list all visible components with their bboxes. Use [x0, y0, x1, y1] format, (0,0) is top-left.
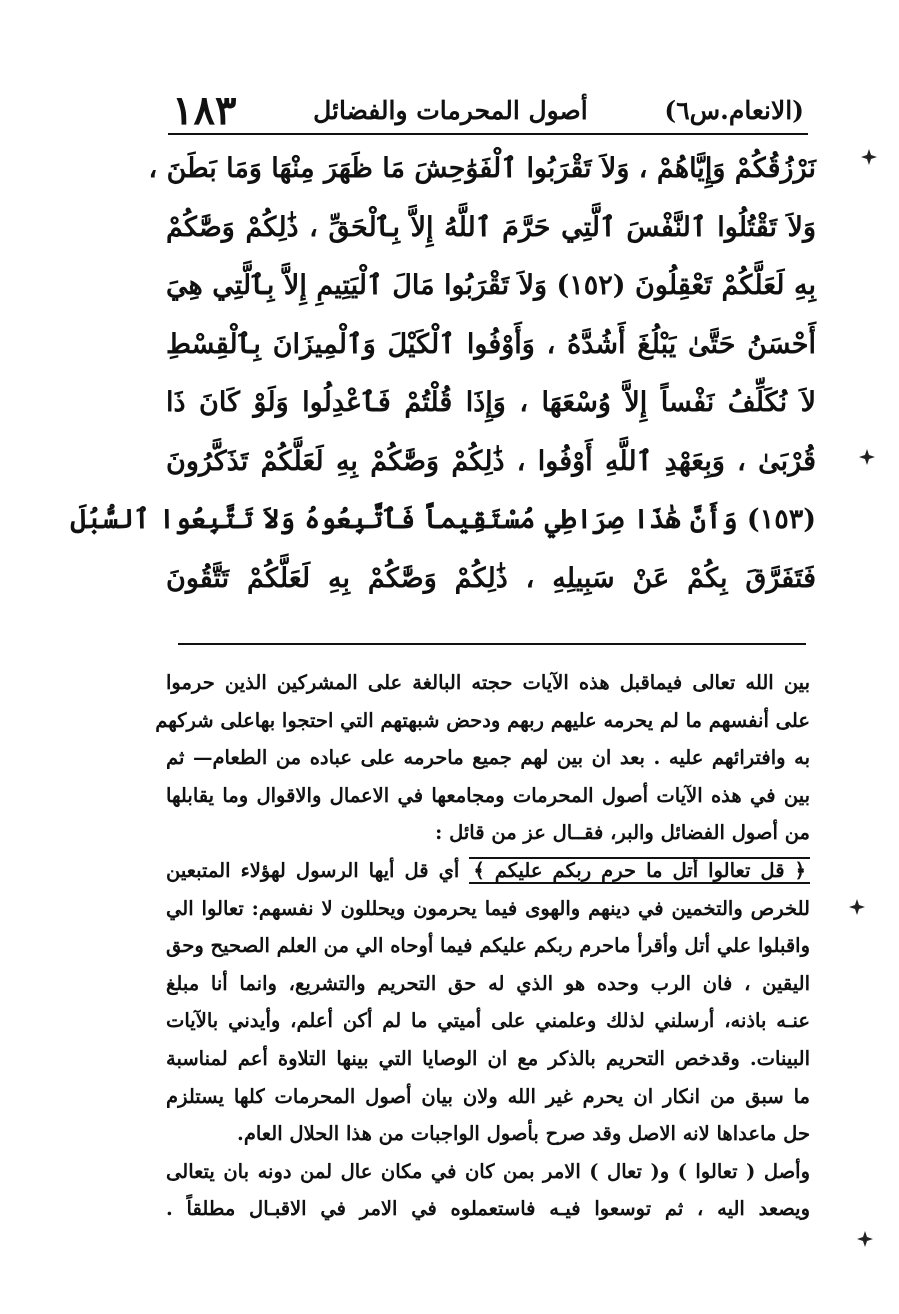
verse-line: نَرْزُقُكُمْ وَإِيَّاهُمْ ، وَلاَ تَقْرَبُوا ٱلْفَوَٰحِشَ مَا ظَهَرَ مِنْهَا وَمَا بَطَنَ ،	[148, 153, 816, 184]
margin-mark-icon	[858, 448, 876, 466]
margin-mark-icon	[848, 898, 866, 916]
verse-line: فَتَفَرَّقَ بِكُمْ عَنْ سَبِيلِهِ ، ذَٰلِكُمْ وَصَّٰكُمْ بِهِ لَعَلَّكُمْ تَتَّقُونَ	[166, 562, 816, 594]
quoted-verse-line	[166, 852, 810, 890]
section-divider	[178, 643, 806, 645]
verse-line: أَحْسَنُ حَتَّىٰ يَبْلُغَ أَشُدَّهُ ، وَأَوْفُوا ٱلْكَيْلَ وَٱلْمِيزَانَ بِٱلْقِسْطِ	[166, 328, 816, 360]
verse-line: (١٥٣) وَأَنَّ هَٰذَا صِرَاطِي مُسْتَقِيماً فَٱتَّبِعُوهُ وَلاَ تَتَّبِعُوا ٱلسُّبُلَ	[70, 504, 816, 535]
verse-line: قُرْبَىٰ ، وَبِعَهْدِ ٱللَّهِ أَوْفُوا ، ذَٰلِكُمْ وَصَّٰكُمْ بِهِ لَعَلَّكُمْ تَذَكَّرُونَ	[166, 445, 816, 477]
running-title: أصول المحرمات والفضائل	[313, 95, 588, 125]
commentary-line: على أنفسهم ما لم يحرمه عليهم ربهم ودحض شبهتهم التي احتجوا بهاعلى شركهم	[155, 708, 810, 732]
commentary-line: وأصل ( تعالوا ) و( تعال ) الامر بمن كان في مكان عال لمن دونه بان يتعالى	[166, 1159, 810, 1183]
commentary-line: حل ماعداها لانه الاصل وقد صرح بأصول الواجبات من هذا الحلال العام.	[237, 1122, 810, 1146]
header-rule	[168, 133, 808, 135]
page-header	[172, 88, 804, 132]
quoted-verse: ﴿ قل تعالوا أتل ما حرم ربكم عليكم ﴾	[469, 857, 810, 884]
margin-mark-icon	[860, 148, 878, 166]
commentary-line: ما سبق من انكار ان يحرم غير الله ولان بيان أصول المحرمات كلها يستلزم	[166, 1084, 810, 1108]
commentary-line: بين الله تعالى فيماقبل هذه الآيات حجته البالغة على المشركين الذين حرموا	[166, 671, 810, 694]
verse-line: بِهِ لَعَلَّكُمْ تَعْقِلُونَ (١٥٢) وَلاَ تَقْرَبُوا مَالَ ٱلْيَتِيمِ إِلاَّ بِٱلَّتِي هِيَ	[166, 270, 817, 301]
commentary-line: ويصعد اليه ، ثم توسعوا فيـه فاستعملوه في الامر في الاقبـال مطلقاً .	[166, 1197, 810, 1221]
page-number: ١٨٣	[172, 86, 237, 134]
quran-verses	[70, 140, 817, 608]
commentary-line: به وافترائهم عليه . بعد ان بين لهم جميع ماحرمه على عباده من الطعام— ثم	[166, 746, 810, 770]
quote-continuation: أي قل أيها الرسول لهؤلاء المتبعين	[166, 858, 460, 882]
commentary-line: للخرص والتخمين في دينهم والهوى فيما يحرمون ويحللون لا نفسهم: تعالوا الي	[166, 896, 810, 920]
verse-line: وَلاَ تَقْتُلُوا ٱلنَّفْسَ ٱلَّتِي حَرَّمَ ٱللَّهُ إِلاَّ بِٱلْحَقِّ ، ذَٰلِكُمْ وَصَّٰكُمْ	[166, 211, 816, 243]
margin-mark-icon	[856, 1230, 874, 1248]
verse-line: لاَ نُكَلِّفُ نَفْساً إِلاَّ وُسْعَهَا ، وَإِذَا قُلْتُمْ فَٱعْدِلُوا وَلَوْ كَانَ ذَا	[166, 387, 816, 418]
commentary-line: عنـه باذنه، أرسلني لذلك وعلمني على أميتي ما لم أكن أعلم، وأيدني بالآيات	[166, 1009, 810, 1033]
commentary-line: اليقين ، فان الرب وحده هو الذي له حق التحريم والتشريع، وانما أنا مبلغ	[166, 971, 810, 995]
commentary	[155, 664, 810, 1228]
surah-reference: (الانعام.س٦)	[664, 95, 804, 125]
commentary-line: من أصول الفضائل والبر، فقــال عز من قائل :	[435, 821, 810, 845]
commentary-line: واقبلوا علي أتل وأقرأ ماحرم ربكم عليكم فيما أوحاه الي من العلم الصحيح وحق	[166, 934, 810, 958]
commentary-line: البينات. وقدخص التحريم بالذكر مع ان الوصايا التي بينها التلاوة أعم لمناسبة	[166, 1046, 810, 1070]
commentary-line: بين في هذه الآيات أصول المحرمات ومجامعها في الاعمال والاقوال وما يقابلها	[166, 783, 810, 807]
